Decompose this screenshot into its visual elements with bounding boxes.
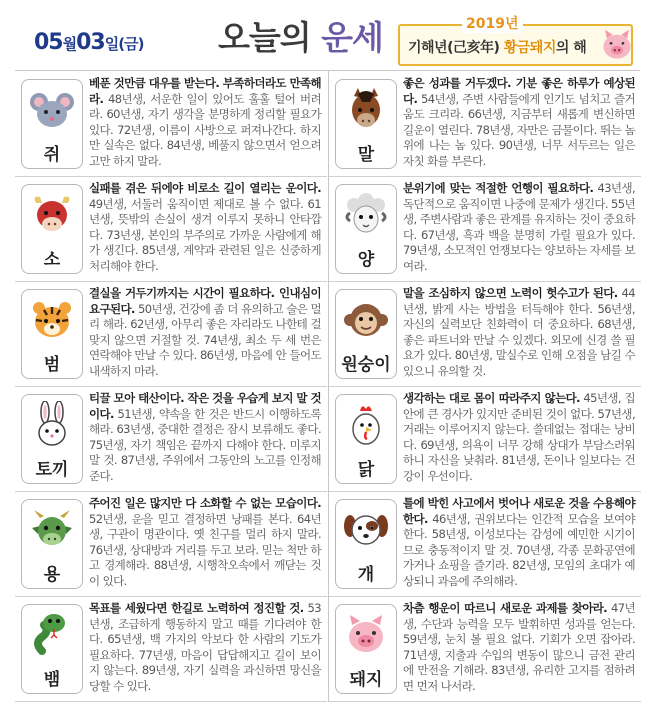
fortune-body: 44년생, 밝게 사는 방법을 터득해야 한다. 56년생, 자신의 실력보단 친화력이 더 중요하다. 68년생, 좋은 파트너와 만날 수 있겠다. 외모에 신경 쓸 필요가 있다. 80년생, 말실수로 인해 오점을 남길 수 있으니 유의할 것. (403, 286, 635, 378)
rooster-icon (342, 401, 390, 449)
animal-badge-rabbit (21, 394, 83, 484)
date-month: 05 (34, 30, 63, 55)
fortune-cell-ox (15, 176, 327, 282)
animal-name: 토끼 (35, 460, 69, 480)
animal-badge-monkey (335, 289, 397, 379)
pig-icon (342, 611, 390, 659)
fortune-text (403, 76, 635, 169)
fortune-body: 52년생, 운을 믿고 결정하면 낭패를 본다. 64년생, 구관이 명관이다. 옛 친구를 멀리 하지 말라. 76년생, 상대방과 거리를 두고 보라. 믿는 척만 하고 경계해라. 88년생, 시행착오속에서 깨닫는 것이 있다. (89, 511, 321, 588)
animal-name: 원숭이 (341, 355, 391, 375)
page-title (218, 12, 383, 59)
fortune-cell-horse (328, 71, 641, 177)
animal-name: 닭 (357, 460, 375, 480)
date (34, 30, 143, 55)
fortune-text (403, 601, 635, 694)
year-text-a: 기해년(己亥年) (408, 40, 504, 56)
fortune-text (89, 286, 321, 379)
fortune-body: 51년생, 약속을 한 것은 반드시 이행하도록 해라. 63년생, 중대한 결정은 잠시 보류해도 좋다. 75년생, 자기 책임은 끝까지 다해야 한다. 미루지 말 것. 87년생, 주위에서 그동안의 노고를 인정해준다. (89, 406, 321, 483)
fortune-text (89, 391, 321, 484)
fortune-headline: 티끌 모아 태산이다. 작은 것을 우습게 보지 말 것이다. (89, 391, 321, 421)
fortune-cell-monkey (328, 281, 641, 387)
fortune-cell-snake (15, 596, 327, 702)
animal-badge-rat (21, 79, 83, 169)
fortune-text (403, 496, 635, 589)
tiger-icon (28, 296, 76, 344)
fortune-text (89, 496, 321, 589)
fortune-cell-rabbit (15, 386, 327, 492)
fortune-text (403, 286, 635, 379)
fortune-headline: 틀에 박힌 사고에서 벗어나 새로운 것을 수용해야 한다. (403, 496, 635, 526)
fortune-text (89, 76, 321, 169)
fortune-cell-rooster (328, 386, 641, 492)
sheep-icon (342, 191, 390, 239)
year-banner (398, 16, 633, 66)
title-part-a: 오늘의 (218, 18, 311, 57)
fortune-body: 43년생, 독단적으로 움직이면 나중에 문제가 생긴다. 55년생, 주변사람과 좋은 관계를 유지하는 것이 중요하다. 67년생, 흑과 백을 분명히 가릴 필요가 있다. 79년생, 소모적인 언쟁보다는 양보하는 자세를 보여라. (403, 181, 636, 273)
animal-badge-pig (335, 604, 397, 694)
year-text-gold: 황금돼지 (503, 40, 556, 56)
fortune-body: 50년생, 건강에 좀 더 유의하고 술은 멀리 해라. 62년생, 아무리 좋은 자리라도 나한테 걸맞지 않으면 거절할 것. 74년생, 최소 두 세 번은 연락해야 만날 수 있다. 86년생, 마음에 안 들어도 내색하지 마라. (89, 301, 321, 378)
animal-name: 말 (357, 145, 375, 165)
animal-badge-sheep (335, 184, 397, 274)
dog-icon (342, 506, 390, 554)
animal-name: 양 (357, 250, 375, 270)
date-weekday: (금) (118, 35, 144, 53)
fortune-body: 45년생, 집안에 큰 경사가 있지만 준비된 것이 없다. 57년생, 거래는 이루어지지 않는다. 쓸데없는 접대는 낭비다. 69년생, 의욕이 너무 강해 상대가 부담스러워 하니 자신을 낮춰라. 81년생, 돈이나 일보다는 건강이 우선이다. (403, 391, 635, 483)
header (0, 0, 649, 72)
fortune-text (403, 391, 635, 484)
animal-badge-snake (21, 604, 83, 694)
dragon-icon (28, 506, 76, 554)
fortune-headline: 주어진 일은 많지만 다 소화할 수 없는 모습이다. (89, 496, 321, 510)
title-part-b: 운세 (321, 18, 383, 57)
fortune-cell-sheep (328, 176, 641, 282)
pig-icon (600, 28, 634, 62)
animal-badge-tiger (21, 289, 83, 379)
ox-icon (28, 191, 76, 239)
fortune-headline: 목표를 세웠다면 한길로 노력하여 정진할 것. (89, 601, 304, 615)
fortune-body: 46년생, 권위보다는 인간적 모습을 보여야 한다. 58년생, 이성보다는 감성에 예민한 시기이므로 충동적이지 말 것. 70년생, 각종 문화공연에 가거나 쇼핑을 즐기라. 82년생, 모임의 초대가 예상되니 과음에 주의해라. (403, 511, 635, 588)
animal-name: 개 (357, 565, 375, 585)
fortune-text (89, 181, 321, 274)
animal-badge-horse (335, 79, 397, 169)
date-day: 03 (76, 30, 105, 55)
fortune-body: 54년생, 주변 사람들에게 인기도 넘치고 즐거움도 크리라. 66년생, 지금부터 새롭게 변신하면 길운이 열린다. 78년생, 자만은 금물이다. 뛰는 놈 위에 나는 놈 있다. 90년생, 너무 서두르는 일은 자칫 화를 부른다. (403, 91, 635, 168)
fortune-cell-pig (328, 596, 641, 702)
fortune-headline: 베푼 것만큼 대우를 받는다. 부족하더라도 만족해라. (89, 76, 321, 106)
fortune-headline: 말을 조심하지 않으면 노력이 헛수고가 된다. (403, 286, 618, 300)
monkey-icon (342, 296, 390, 344)
fortune-text (403, 181, 635, 274)
date-day-unit: 일 (104, 35, 119, 53)
animal-name: 돼지 (349, 670, 383, 690)
fortune-body: 53년생, 조급하게 행동하지 말고 때를 기다려야 한다. 65년생, 백 가지의 악보다 한 사람의 기도가 필요하다. 77년생, 마음이 답답해지고 길이 보이지 않는다. 89년생, 자기 실력을 과신하면 망신을 당할 수 있다. (89, 601, 321, 693)
animal-name: 쥐 (43, 145, 61, 165)
animal-badge-dog (335, 499, 397, 589)
fortune-headline: 생각하는 대로 몸이 따라주지 않는다. (403, 391, 580, 405)
date-month-unit: 월 (62, 35, 77, 53)
fortune-cell-dragon (15, 491, 327, 597)
fortune-headline: 분위기에 맞는 적절한 언행이 필요하다. (403, 181, 594, 195)
fortune-cell-rat (15, 71, 327, 177)
rabbit-icon (28, 401, 76, 449)
fortune-body: 48년생, 서운한 일이 있어도 훌훌 털어 버려라. 60년생, 자기 생각을 분명하게 정리할 필요가 있다. 72년생, 이름이 사방으로 퍼져나간다. 하지만 실속은 없다. 84년생, 베풀지 않으면서 얻으려고만 하지 말라. (89, 91, 321, 168)
animal-badge-dragon (21, 499, 83, 589)
year-badge: 2019년 (462, 13, 523, 33)
fortune-headline: 차츰 행운이 따르니 새로운 과제를 찾아라. (403, 601, 608, 615)
snake-icon (28, 611, 76, 659)
fortune-body: 49년생, 서둘러 움직이면 제대로 볼 수 없다. 61년생, 뜻밖의 손실이 생겨 이루지 못하니 안타깝다. 73년생, 본인의 부주의로 가까운 사람에게 해가 생긴다. 85년생, 계약과 관련된 일은 신중하게 처리해야 한다. (89, 196, 321, 273)
fortune-grid (15, 70, 640, 701)
fortune-cell-dog (328, 491, 641, 597)
animal-badge-ox (21, 184, 83, 274)
year-text (408, 37, 586, 57)
animal-badge-rooster (335, 394, 397, 484)
horse-icon (342, 86, 390, 134)
animal-name: 용 (43, 565, 61, 585)
fortune-body: 47년생, 수단과 능력을 모두 발휘하면 성과를 얻는다. 59년생, 눈치 볼 필요 없다. 기회가 오면 잡아라. 71년생, 지출과 수입의 변동이 많으니 금전 관리에 만전을 기해라. 83년생, 유리한 고지를 점하려면 먼저 나서라. (403, 601, 635, 693)
rat-icon (28, 86, 76, 134)
year-text-c: 의 해 (555, 40, 587, 56)
animal-name: 범 (43, 355, 61, 375)
animal-name: 뱀 (43, 670, 61, 690)
fortune-headline: 좋은 성과를 거두겠다. 기분 좋은 하루가 예상된다. (403, 76, 635, 106)
fortune-text (89, 601, 321, 694)
fortune-cell-tiger (15, 281, 327, 387)
fortune-headline: 실패를 겪은 뒤에야 비로소 길이 열리는 운이다. (89, 181, 321, 195)
fortune-headline: 결실을 거두기까지는 시간이 필요하다. 인내심이 요구된다. (89, 286, 321, 316)
animal-name: 소 (43, 250, 61, 270)
